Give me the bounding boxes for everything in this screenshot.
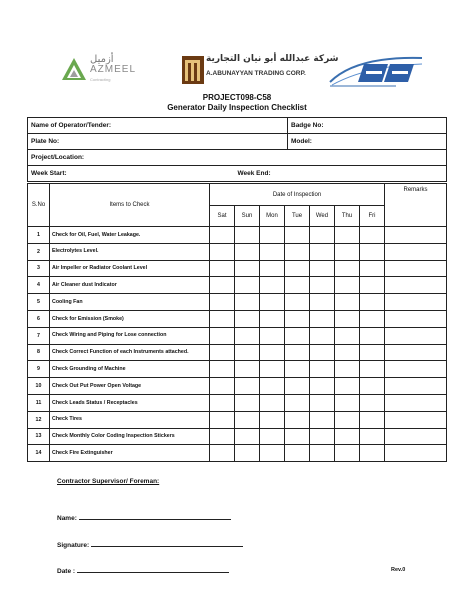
- third-company-mark-icon: [326, 52, 426, 88]
- check-cell-sat[interactable]: [210, 428, 235, 445]
- check-item: Air Cleaner dust Indicator: [50, 277, 210, 294]
- check-cell-fri[interactable]: [360, 294, 385, 311]
- check-cell-thu[interactable]: [335, 294, 360, 311]
- project-row: [28, 150, 447, 166]
- check-cell-mon[interactable]: [260, 277, 285, 294]
- check-cell-fri[interactable]: [360, 428, 385, 445]
- table-row: [28, 227, 447, 244]
- table-row: [28, 260, 447, 277]
- check-cell-wed[interactable]: [310, 327, 335, 344]
- check-cell-sun[interactable]: [235, 445, 260, 462]
- table-row: [28, 394, 447, 411]
- check-cell-sat[interactable]: [210, 445, 235, 462]
- check-cell-mon[interactable]: [260, 327, 285, 344]
- row-number: 9: [28, 361, 50, 378]
- check-cell-sun[interactable]: [235, 361, 260, 378]
- check-cell-sat[interactable]: [210, 327, 235, 344]
- table-row: [28, 327, 447, 344]
- check-item: Electrolytes Level.: [50, 243, 210, 260]
- check-cell-wed[interactable]: [310, 428, 335, 445]
- row-number: 6: [28, 310, 50, 327]
- row-number: 3: [28, 260, 50, 277]
- check-cell-fri[interactable]: [360, 277, 385, 294]
- remarks-cell[interactable]: [385, 344, 447, 361]
- check-cell-sat[interactable]: [210, 243, 235, 260]
- check-cell-thu[interactable]: [335, 327, 360, 344]
- date-label: Date :: [57, 568, 76, 575]
- check-cell-thu[interactable]: [335, 394, 360, 411]
- check-cell-thu[interactable]: [335, 243, 360, 260]
- check-cell-sat[interactable]: [210, 411, 235, 428]
- check-cell-mon[interactable]: [260, 428, 285, 445]
- row-number: 5: [28, 294, 50, 311]
- badge-field[interactable]: Badge No:: [288, 118, 447, 134]
- table-row: [28, 344, 447, 361]
- row-number: 2: [28, 243, 50, 260]
- day-header-sat: Sat: [210, 206, 235, 227]
- check-cell-mon[interactable]: [260, 344, 285, 361]
- remarks-cell[interactable]: [385, 411, 447, 428]
- check-cell-tue[interactable]: [285, 428, 310, 445]
- date-field[interactable]: [57, 566, 229, 575]
- azmeel-sub-text: Contracting: [90, 77, 111, 82]
- check-cell-sat[interactable]: [210, 361, 235, 378]
- check-cell-tue[interactable]: [285, 411, 310, 428]
- table-row: [28, 428, 447, 445]
- row-number: 4: [28, 277, 50, 294]
- check-cell-tue[interactable]: [285, 243, 310, 260]
- table-row: [28, 277, 447, 294]
- check-cell-sat[interactable]: [210, 227, 235, 244]
- check-cell-mon[interactable]: [260, 243, 285, 260]
- day-header-tue: Tue: [285, 206, 310, 227]
- table-row: [28, 243, 447, 260]
- model-field[interactable]: Model:: [288, 134, 447, 150]
- check-cell-tue[interactable]: [285, 445, 310, 462]
- azmeel-name-text: AZMEEL: [90, 64, 137, 75]
- check-cell-tue[interactable]: [285, 277, 310, 294]
- check-cell-tue[interactable]: [285, 327, 310, 344]
- remarks-cell[interactable]: [385, 227, 447, 244]
- check-cell-fri[interactable]: [360, 344, 385, 361]
- check-cell-fri[interactable]: [360, 243, 385, 260]
- check-cell-tue[interactable]: [285, 361, 310, 378]
- check-item: Check Monthly Color Coding Inspection Stickers: [50, 428, 210, 445]
- check-cell-fri[interactable]: [360, 361, 385, 378]
- check-cell-mon[interactable]: [260, 378, 285, 395]
- check-cell-wed[interactable]: [310, 227, 335, 244]
- check-cell-fri[interactable]: [360, 445, 385, 462]
- date-line[interactable]: [77, 566, 229, 573]
- azmeel-mark-icon: [60, 56, 88, 84]
- row-number: 8: [28, 344, 50, 361]
- project-title: PROJECT098-C58: [202, 93, 272, 102]
- row-number: 10: [28, 378, 50, 395]
- check-cell-fri[interactable]: [360, 411, 385, 428]
- remarks-cell[interactable]: [385, 310, 447, 327]
- azmeel-arabic-text: أزميل: [90, 54, 114, 65]
- check-cell-mon[interactable]: [260, 310, 285, 327]
- operator-field[interactable]: Name of Operator/Tender:: [28, 118, 288, 134]
- check-cell-wed[interactable]: [310, 310, 335, 327]
- check-cell-tue[interactable]: [285, 394, 310, 411]
- check-cell-thu[interactable]: [335, 227, 360, 244]
- abunayyan-english-text: A.ABUNAYYAN TRADING CORP.: [206, 70, 306, 77]
- check-item: Check Tires: [50, 411, 210, 428]
- check-item: Check Correct Function of each Instruments attached.: [50, 344, 210, 361]
- check-cell-mon[interactable]: [260, 361, 285, 378]
- row-number: 12: [28, 411, 50, 428]
- check-cell-thu[interactable]: [335, 378, 360, 395]
- third-company-logo: [326, 52, 426, 88]
- check-cell-tue[interactable]: [285, 310, 310, 327]
- supervisor-label: Contractor Supervisor/ Foreman:: [57, 478, 160, 485]
- check-cell-thu[interactable]: [335, 445, 360, 462]
- week-row: [28, 166, 447, 182]
- date-inspection-header: Date of Inspection: [210, 184, 385, 206]
- week-start-field[interactable]: [28, 166, 288, 182]
- table-row: [28, 411, 447, 428]
- check-cell-fri[interactable]: [360, 310, 385, 327]
- check-cell-sun[interactable]: [235, 428, 260, 445]
- items-header: Items to Check: [50, 184, 210, 227]
- check-cell-sun[interactable]: [235, 327, 260, 344]
- check-cell-thu[interactable]: [335, 344, 360, 361]
- check-cell-sat[interactable]: [210, 344, 235, 361]
- name-line[interactable]: [79, 513, 231, 520]
- table-row: [28, 445, 447, 462]
- check-cell-sat[interactable]: [210, 277, 235, 294]
- check-cell-wed[interactable]: [310, 260, 335, 277]
- check-item: Check for Oil, Fuel, Water Leakage.: [50, 227, 210, 244]
- check-cell-tue[interactable]: [285, 344, 310, 361]
- check-cell-sun[interactable]: [235, 394, 260, 411]
- check-cell-sun[interactable]: [235, 260, 260, 277]
- check-cell-wed[interactable]: [310, 243, 335, 260]
- check-cell-sun[interactable]: [235, 344, 260, 361]
- check-cell-wed[interactable]: [310, 361, 335, 378]
- abunayyan-logo: [182, 50, 339, 90]
- name-label: Name:: [57, 515, 77, 522]
- plate-row: [28, 134, 447, 150]
- signature-line[interactable]: [91, 540, 243, 547]
- remarks-cell[interactable]: [385, 327, 447, 344]
- check-cell-fri[interactable]: [360, 227, 385, 244]
- check-cell-sun[interactable]: [235, 411, 260, 428]
- checklist-title: Generator Daily Inspection Checklist: [167, 103, 307, 112]
- check-item: Check Out Put Power Open Voltage: [50, 378, 210, 395]
- remarks-header: Remarks: [385, 184, 447, 227]
- check-cell-mon[interactable]: [260, 411, 285, 428]
- check-cell-sun[interactable]: [235, 378, 260, 395]
- check-cell-fri[interactable]: [360, 260, 385, 277]
- check-cell-sat[interactable]: [210, 294, 235, 311]
- remarks-cell[interactable]: [385, 394, 447, 411]
- operator-row: [28, 118, 447, 134]
- remarks-cell[interactable]: [385, 361, 447, 378]
- remarks-cell[interactable]: [385, 294, 447, 311]
- check-cell-sun[interactable]: [235, 310, 260, 327]
- revision-label: Rev.0: [391, 567, 406, 573]
- signature-label: Signature:: [57, 542, 90, 549]
- check-cell-fri[interactable]: [360, 394, 385, 411]
- week-end-field[interactable]: [288, 166, 447, 182]
- check-cell-sun[interactable]: [235, 227, 260, 244]
- check-cell-wed[interactable]: [310, 445, 335, 462]
- check-cell-wed[interactable]: [310, 294, 335, 311]
- check-cell-tue[interactable]: [285, 260, 310, 277]
- check-cell-wed[interactable]: [310, 277, 335, 294]
- row-number: 13: [28, 428, 50, 445]
- operator-info-table: [27, 117, 447, 182]
- row-number: 11: [28, 394, 50, 411]
- day-header-sun: Sun: [235, 206, 260, 227]
- check-cell-sat[interactable]: [210, 378, 235, 395]
- abunayyan-arabic-text: شركة عبدالله أبو نيان التجارية: [206, 54, 339, 64]
- check-item: Check Fire Extinguisher: [50, 445, 210, 462]
- check-cell-thu[interactable]: [335, 260, 360, 277]
- week-end-label: Week End:: [237, 170, 271, 177]
- check-item: Check Leads Status / Receptacles: [50, 394, 210, 411]
- check-item: Cooling Fan: [50, 294, 210, 311]
- day-header-thu: Thu: [335, 206, 360, 227]
- name-field[interactable]: [57, 513, 231, 522]
- project-location-field[interactable]: Project/Location:: [28, 150, 447, 166]
- week-start-label: Week Start:: [31, 170, 67, 177]
- check-cell-mon[interactable]: [260, 260, 285, 277]
- check-item: Check Wiring and Piping for Lose connection: [50, 327, 210, 344]
- table-row: [28, 361, 447, 378]
- table-row: [28, 378, 447, 395]
- check-cell-thu[interactable]: [335, 361, 360, 378]
- row-number: 1: [28, 227, 50, 244]
- day-header-mon: Mon: [260, 206, 285, 227]
- check-cell-mon[interactable]: [260, 445, 285, 462]
- check-cell-thu[interactable]: [335, 428, 360, 445]
- check-cell-sat[interactable]: [210, 310, 235, 327]
- check-cell-wed[interactable]: [310, 344, 335, 361]
- inspection-body: [28, 227, 447, 462]
- check-item: Air Impeller or Radiator Coolant Level: [50, 260, 210, 277]
- inspection-table: [27, 183, 447, 462]
- check-cell-tue[interactable]: [285, 378, 310, 395]
- check-cell-thu[interactable]: [335, 310, 360, 327]
- azmeel-logo: [60, 54, 180, 90]
- table-row: [28, 294, 447, 311]
- sno-header: S.No: [28, 184, 50, 227]
- header-row-1: [28, 184, 447, 206]
- check-cell-sun[interactable]: [235, 277, 260, 294]
- day-header-wed: Wed: [310, 206, 335, 227]
- check-cell-mon[interactable]: [260, 394, 285, 411]
- abunayyan-mark-icon: [182, 56, 204, 84]
- remarks-cell[interactable]: [385, 243, 447, 260]
- day-header-fri: Fri: [360, 206, 385, 227]
- remarks-cell[interactable]: [385, 378, 447, 395]
- table-row: [28, 310, 447, 327]
- check-item: Check Grounding of Machine: [50, 361, 210, 378]
- header-logos: [0, 48, 474, 92]
- check-cell-thu[interactable]: [335, 411, 360, 428]
- plate-field[interactable]: Plate No:: [28, 134, 288, 150]
- check-cell-fri[interactable]: [360, 378, 385, 395]
- check-cell-sat[interactable]: [210, 260, 235, 277]
- check-cell-sat[interactable]: [210, 394, 235, 411]
- check-cell-wed[interactable]: [310, 411, 335, 428]
- check-cell-mon[interactable]: [260, 227, 285, 244]
- check-cell-sun[interactable]: [235, 243, 260, 260]
- check-cell-tue[interactable]: [285, 294, 310, 311]
- check-item: Check for Emission (Smoke): [50, 310, 210, 327]
- check-cell-mon[interactable]: [260, 294, 285, 311]
- check-cell-fri[interactable]: [360, 327, 385, 344]
- check-cell-wed[interactable]: [310, 394, 335, 411]
- check-cell-sun[interactable]: [235, 294, 260, 311]
- remarks-cell[interactable]: [385, 277, 447, 294]
- remarks-cell[interactable]: [385, 428, 447, 445]
- check-cell-thu[interactable]: [335, 277, 360, 294]
- signature-field[interactable]: [57, 540, 243, 549]
- row-number: 7: [28, 327, 50, 344]
- remarks-cell[interactable]: [385, 445, 447, 462]
- remarks-cell[interactable]: [385, 260, 447, 277]
- row-number: 14: [28, 445, 50, 462]
- check-cell-wed[interactable]: [310, 378, 335, 395]
- check-cell-tue[interactable]: [285, 227, 310, 244]
